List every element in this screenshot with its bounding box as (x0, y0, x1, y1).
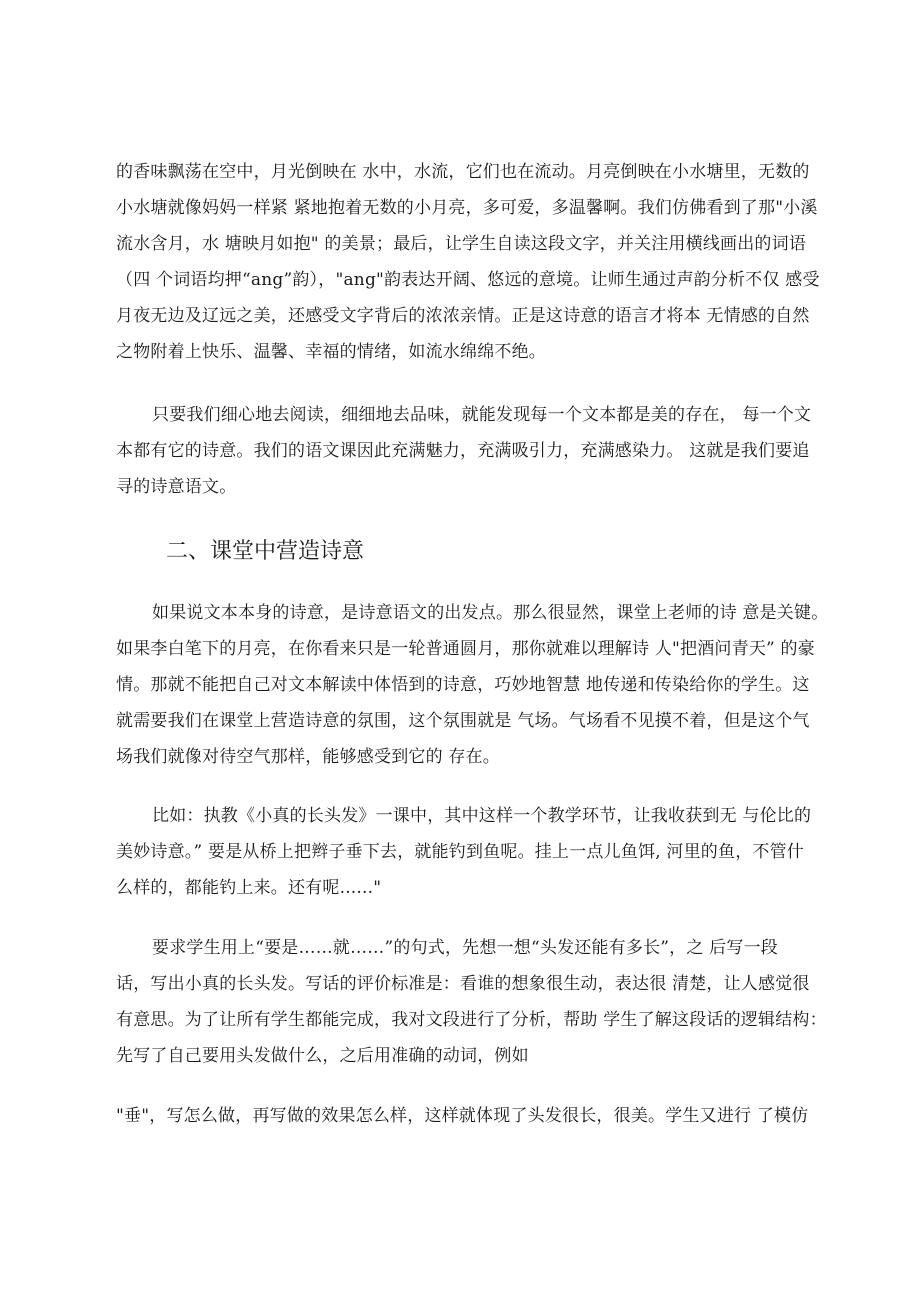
paragraph-line: 就需要我们在课堂上营造诗意的氛围，这个氛围就是 气场。气场看不见摸不着，但是这个气 (116, 711, 810, 731)
paragraph-line: 之物附着上快乐、温馨、幸福的情绪，如流水绵绵不绝。 (116, 342, 546, 362)
paragraph-line: 比如：执教《小真的长头发》一课中，其中这样一个教学环节，让我收获到无 与伦比的 (152, 806, 812, 826)
paragraph-line: 如果说文本本身的诗意，是诗意语文的出发点。那么很显然，课堂上老师的诗 意是关键。 (152, 603, 829, 623)
paragraph-line: 么样的，都能钓上来。还有呢......" (116, 878, 382, 898)
paragraph-line: 先写了自己要用头发做什么，之后用准确的动词，例如 (116, 1046, 529, 1066)
paragraph-line: 的香味飘荡在空中，月光倒映在 水中，水流，它们也在流动。月亮倒映在小水塘里，无数的 (116, 162, 810, 182)
paragraph-line: 寻的诗意语文。 (116, 477, 237, 497)
paragraph-line: 本都有它的诗意。我们的语文课因此充满魅力，充满吸引力，充满感染力。 这就是我们要追 (116, 441, 810, 461)
paragraph-line: 只要我们细心地去阅读，细细地去品味，就能发现每一个文本都是美的存在， 每一个文 (152, 405, 812, 425)
paragraph-line: 美妙诗意。” 要是从桥上把辫子垂下去，就能钓到鱼呢。挂上一点儿鱼饵, 河里的鱼，不管什 (116, 842, 805, 862)
paragraph-line: 有意思。为了让所有学生都能完成，我对文段进行了分析，帮助 学生了解这段话的逻辑结构： (116, 1010, 827, 1030)
paragraph-line: 如果李白笔下的月亮，在你看来只是一轮普通圆月，那你就难以理解诗 人"把酒问青天” 的豪 (116, 639, 815, 659)
paragraph-line: 流水含月，水 塘映月如抱" 的美景；最后，让学生自读这段文字，并关注用横线画出的词语 (116, 234, 807, 254)
paragraph-line: 月夜无边及辽远之美，还感受文字背后的浓浓亲情。正是这诗意的语言才将本 无情感的自然 (116, 306, 810, 326)
section-heading: 二、课堂中营造诗意 (166, 539, 365, 564)
paragraph-line: 要求学生用上“要是……就……”的句式，先想一想“头发还能有多长”，之 后写一段 (152, 938, 778, 958)
paragraph-line: "垂"，写怎么做，再写做的效果怎么样，这样就体现了头发很长，很美。学生又进行 了模仿 (116, 1106, 809, 1126)
paragraph-line: （四 个词语均押“ang”韵），"ang"韵表达开阔、悠远的意境。让师生通过声韵分析不仅 感受 (116, 270, 820, 290)
paragraph-line: 情。那就不能把自己对文本解读中体悟到的诗意，巧妙地智慧 地传递和传染给你的学生。这 (116, 675, 810, 695)
paragraph-line: 场我们就像对待空气那样，能够感受到它的 存在。 (116, 747, 501, 767)
paragraph-line: 话，写出小真的长头发。写话的评价标准是：看谁的想象很生动，表达很 清楚，让人感觉很 (116, 974, 810, 994)
paragraph-line: 小水塘就像妈妈一样紧 紧地抱着无数的小月亮，多可爱，多温馨啊。我们仿佛看到了那"小溪 (116, 198, 818, 218)
